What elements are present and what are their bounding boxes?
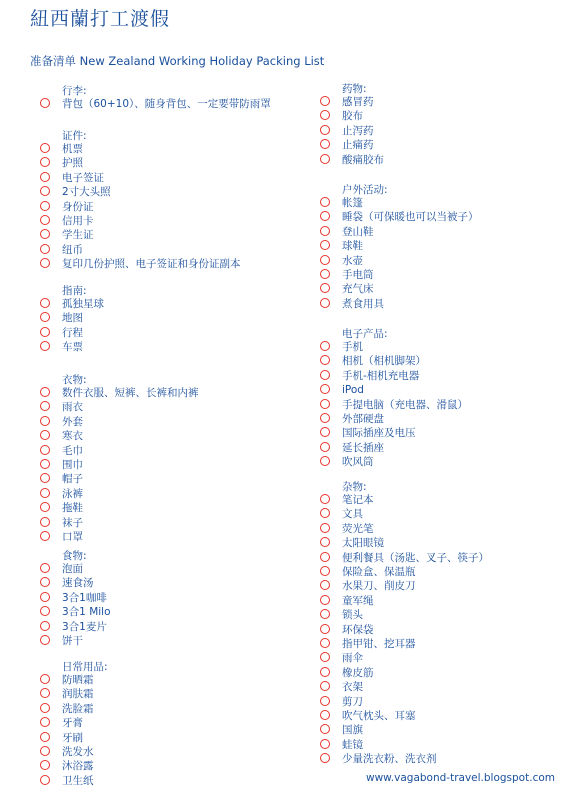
checklist-item-label: 国旗	[342, 724, 363, 737]
checkbox-circle-icon[interactable]	[320, 624, 330, 634]
checklist-item-label: 睡袋（可保暖也可以当被子）	[342, 211, 479, 224]
checkbox-circle-icon[interactable]	[320, 125, 330, 135]
checklist-item-label: 胶布	[342, 110, 363, 123]
page-subtitle: 准备清单 New Zealand Working Holiday Packing List	[30, 54, 325, 68]
checklist-item-label: 荧光笔	[342, 522, 374, 535]
checkbox-circle-icon[interactable]	[40, 258, 50, 268]
checklist-item-label: 手机	[342, 341, 363, 353]
section-title: 衣物:	[62, 374, 87, 386]
checklist-item-label: 背包（60+10）、随身背包、一定要带防雨罩	[62, 98, 271, 110]
checklist-item-label: 止泻药	[342, 124, 374, 137]
checklist-item-label: 车票	[62, 341, 83, 354]
checklist-item-label: 纽币	[62, 243, 83, 256]
checklist-item-label: 电子签证	[62, 171, 104, 184]
checklist-item-label: 洗脸霜	[62, 702, 94, 715]
checklist-item-label: 雨衣	[62, 401, 83, 414]
checkbox-circle-icon[interactable]	[320, 580, 330, 590]
checklist-item-label: 锁头	[342, 609, 363, 622]
checkbox-circle-icon[interactable]	[40, 430, 50, 440]
section-title: 证件:	[62, 130, 87, 142]
checkbox-circle-icon[interactable]	[40, 215, 50, 225]
checklist-item-label: 饼干	[62, 635, 83, 647]
checklist-item-label: 蛙镜	[342, 738, 363, 751]
section-title: 日常用品:	[62, 661, 108, 673]
checkbox-circle-icon[interactable]	[320, 552, 330, 562]
checklist-item-label: 环保袋	[342, 623, 374, 636]
checklist-item-label: 水壶	[342, 254, 363, 267]
checkbox-circle-icon[interactable]	[40, 387, 50, 397]
checklist-item-label: 止痛药	[342, 139, 374, 152]
checkbox-circle-icon[interactable]	[320, 154, 330, 164]
checkbox-circle-icon[interactable]	[320, 139, 330, 149]
checklist-item-label: iPod	[342, 384, 364, 397]
checklist-item-label: 泳裤	[62, 487, 83, 500]
checklist-item-label: 防晒霜	[62, 674, 94, 686]
checklist-item-label: 帽子	[62, 473, 83, 486]
checklist-item-label: 外部硬盘	[342, 413, 384, 425]
checkbox-circle-icon[interactable]	[40, 157, 50, 167]
section-title: 食物:	[62, 550, 87, 562]
checklist-item-label: 速食汤	[62, 577, 94, 590]
section-title: 电子产品:	[342, 328, 388, 340]
checkbox-circle-icon[interactable]	[40, 577, 50, 587]
checkbox-circle-icon[interactable]	[40, 621, 50, 631]
checklist-item-label: 太阳眼镜	[342, 537, 384, 550]
section-title: 户外活动:	[342, 184, 388, 196]
checklist-item-label: 剪刀	[342, 695, 363, 708]
checkbox-circle-icon[interactable]	[40, 760, 50, 770]
checkbox-circle-icon[interactable]	[320, 413, 330, 423]
checklist-item-label: 学生证	[62, 229, 94, 242]
checkbox-circle-icon[interactable]	[40, 592, 50, 602]
checklist-item-label: 童军绳	[342, 594, 374, 607]
checklist-item-label: 3合1咖啡	[62, 591, 107, 604]
checklist-item-label: 围巾	[62, 459, 83, 471]
checkbox-circle-icon[interactable]	[40, 201, 50, 211]
checkbox-circle-icon[interactable]	[320, 269, 330, 279]
checkbox-circle-icon[interactable]	[320, 638, 330, 648]
checklist-item-label: 水果刀、削皮刀	[342, 580, 416, 593]
checklist-item-label: 身份证	[62, 200, 94, 213]
checklist-item-label: 润肤霜	[62, 688, 94, 701]
checkbox-circle-icon[interactable]	[320, 566, 330, 576]
checkbox-circle-icon[interactable]	[320, 753, 330, 763]
checkbox-circle-icon[interactable]	[40, 473, 50, 483]
checkbox-circle-icon[interactable]	[40, 298, 50, 308]
checklist-item-label: 口罩	[62, 531, 83, 543]
checklist-item-label: 帐篷	[342, 197, 363, 209]
checkbox-circle-icon[interactable]	[40, 531, 50, 541]
checklist-item-label: 沐浴露	[62, 760, 94, 773]
checkbox-circle-icon[interactable]	[40, 327, 50, 337]
checkbox-circle-icon[interactable]	[320, 696, 330, 706]
checklist-item-label: 2寸大头照	[62, 186, 111, 199]
checklist-item-label: 3合1 Milo	[62, 606, 111, 619]
checkbox-circle-icon[interactable]	[40, 172, 50, 182]
checklist-item-label: 吹风筒	[342, 456, 374, 469]
checkbox-circle-icon[interactable]	[320, 652, 330, 662]
checkbox-circle-icon[interactable]	[320, 298, 330, 308]
checkbox-circle-icon[interactable]	[40, 488, 50, 498]
checklist-item-label: 吹气枕头、耳塞	[342, 710, 416, 722]
checklist-item-label: 感冒药	[342, 96, 374, 108]
checklist-item-label: 手提电脑（充电器、滑鼠）	[342, 398, 468, 411]
checkbox-circle-icon[interactable]	[320, 341, 330, 351]
checklist-item-label: 牙刷	[62, 731, 83, 744]
checkbox-circle-icon[interactable]	[40, 717, 50, 727]
checkbox-circle-icon[interactable]	[320, 240, 330, 250]
checkbox-circle-icon[interactable]	[320, 667, 330, 677]
checklist-item-label: 手电筒	[342, 269, 374, 281]
checklist-item-label: 手机-相机充电器	[342, 369, 420, 382]
checklist-item-label: 充气床	[342, 283, 374, 296]
checkbox-circle-icon[interactable]	[320, 399, 330, 409]
checkbox-circle-icon[interactable]	[320, 370, 330, 380]
checkbox-circle-icon[interactable]	[40, 98, 50, 108]
checklist-item-label: 延长插座	[342, 441, 384, 454]
checkbox-circle-icon[interactable]	[40, 341, 50, 351]
checkbox-circle-icon[interactable]	[320, 595, 330, 605]
checkbox-circle-icon[interactable]	[40, 688, 50, 698]
checklist-item-label: 卫生纸	[62, 774, 94, 787]
checkbox-circle-icon[interactable]	[40, 186, 50, 196]
checklist-item-label: 相机（相机脚架）	[342, 355, 426, 368]
checklist-item-label: 指甲钳、挖耳器	[342, 638, 416, 650]
section-title: 指南:	[62, 285, 87, 297]
checkbox-circle-icon[interactable]	[320, 255, 330, 265]
checkbox-circle-icon[interactable]	[320, 739, 330, 749]
checklist-item-label: 拖鞋	[62, 502, 83, 515]
checkbox-circle-icon[interactable]	[320, 211, 330, 221]
checklist-item-label: 行程	[62, 326, 83, 339]
checkbox-circle-icon[interactable]	[320, 226, 330, 236]
checkbox-circle-icon[interactable]	[40, 143, 50, 153]
checklist-item-label: 毛巾	[62, 444, 83, 457]
checkbox-circle-icon[interactable]	[320, 537, 330, 547]
section-title: 杂物:	[342, 481, 367, 493]
checkbox-circle-icon[interactable]	[320, 609, 330, 619]
checklist-item-label: 寒衣	[62, 430, 83, 443]
checkbox-circle-icon[interactable]	[320, 508, 330, 518]
checklist-item-label: 洗发水	[62, 746, 94, 758]
checklist-item-label: 袜子	[62, 516, 83, 529]
checkbox-circle-icon[interactable]	[40, 416, 50, 426]
checklist-item-label: 文具	[342, 508, 363, 521]
checkbox-circle-icon[interactable]	[40, 563, 50, 573]
checklist-item-label: 孤独星球	[62, 298, 104, 310]
checklist-item-label: 机票	[62, 143, 83, 155]
checkbox-circle-icon[interactable]	[40, 674, 50, 684]
checklist-item-label: 泡面	[62, 563, 83, 575]
checklist-item-label: 衣架	[342, 681, 363, 694]
checklist-item-label: 信用卡	[62, 215, 94, 227]
checkbox-circle-icon[interactable]	[320, 724, 330, 734]
checkbox-circle-icon[interactable]	[40, 401, 50, 411]
checkbox-circle-icon[interactable]	[40, 229, 50, 239]
checklist-item-label: 橡皮筋	[342, 666, 374, 679]
checklist-item-label: 雨伞	[342, 652, 363, 665]
checklist-item-label: 数件衣服、短裤、长裤和内裤	[62, 387, 199, 399]
checkbox-circle-icon[interactable]	[320, 442, 330, 452]
checklist-item-label: 保险盒、保温瓶	[342, 566, 416, 578]
checklist-item-label: 少量洗衣粉、洗衣剂	[342, 753, 437, 766]
checkbox-circle-icon[interactable]	[40, 732, 50, 742]
checkbox-circle-icon[interactable]	[320, 681, 330, 691]
checkbox-circle-icon[interactable]	[40, 312, 50, 322]
checkbox-circle-icon[interactable]	[320, 523, 330, 533]
checkbox-circle-icon[interactable]	[40, 445, 50, 455]
checkbox-circle-icon[interactable]	[320, 355, 330, 365]
checkbox-circle-icon[interactable]	[40, 502, 50, 512]
checkbox-circle-icon[interactable]	[320, 110, 330, 120]
checkbox-circle-icon[interactable]	[320, 427, 330, 437]
checklist-item-label: 3合1麦片	[62, 620, 107, 633]
checklist-item-label: 煮食用具	[342, 297, 384, 310]
page-title: 紐西蘭打工渡假	[30, 8, 171, 30]
checkbox-circle-icon[interactable]	[320, 494, 330, 504]
checkbox-circle-icon[interactable]	[40, 517, 50, 527]
checkbox-circle-icon[interactable]	[40, 746, 50, 756]
checklist-item-label: 外套	[62, 415, 83, 428]
checkbox-circle-icon[interactable]	[320, 197, 330, 207]
checkbox-circle-icon[interactable]	[320, 283, 330, 293]
checkbox-circle-icon[interactable]	[320, 384, 330, 394]
section-title: 药物:	[342, 83, 367, 95]
checkbox-circle-icon[interactable]	[40, 459, 50, 469]
checklist-item-label: 笔记本	[342, 494, 374, 506]
checklist-item-label: 复印几份护照、电子签证和身份证副本	[62, 258, 241, 271]
footer-url[interactable]: www.vagabond-travel.blogspot.com	[366, 772, 555, 784]
checklist-item-label: 地图	[62, 312, 83, 325]
checklist-item-label: 登山鞋	[342, 225, 374, 238]
section-title: 行李:	[62, 85, 87, 97]
checklist-item-label: 球鞋	[342, 240, 363, 253]
checkbox-circle-icon[interactable]	[40, 635, 50, 645]
checklist-item-label: 酸痛胶布	[342, 153, 384, 166]
checkbox-circle-icon[interactable]	[320, 710, 330, 720]
checklist-item-label: 便利餐具（汤匙、叉子、筷子）	[342, 551, 489, 564]
checkbox-circle-icon[interactable]	[40, 703, 50, 713]
checklist-item-label: 国际插座及电压	[342, 427, 416, 440]
checkbox-circle-icon[interactable]	[40, 244, 50, 254]
checkbox-circle-icon[interactable]	[40, 606, 50, 616]
checkbox-circle-icon[interactable]	[320, 456, 330, 466]
checkbox-circle-icon[interactable]	[40, 775, 50, 785]
checkbox-circle-icon[interactable]	[320, 96, 330, 106]
checklist-item-label: 护照	[62, 157, 83, 170]
checklist-item-label: 牙膏	[62, 717, 83, 730]
